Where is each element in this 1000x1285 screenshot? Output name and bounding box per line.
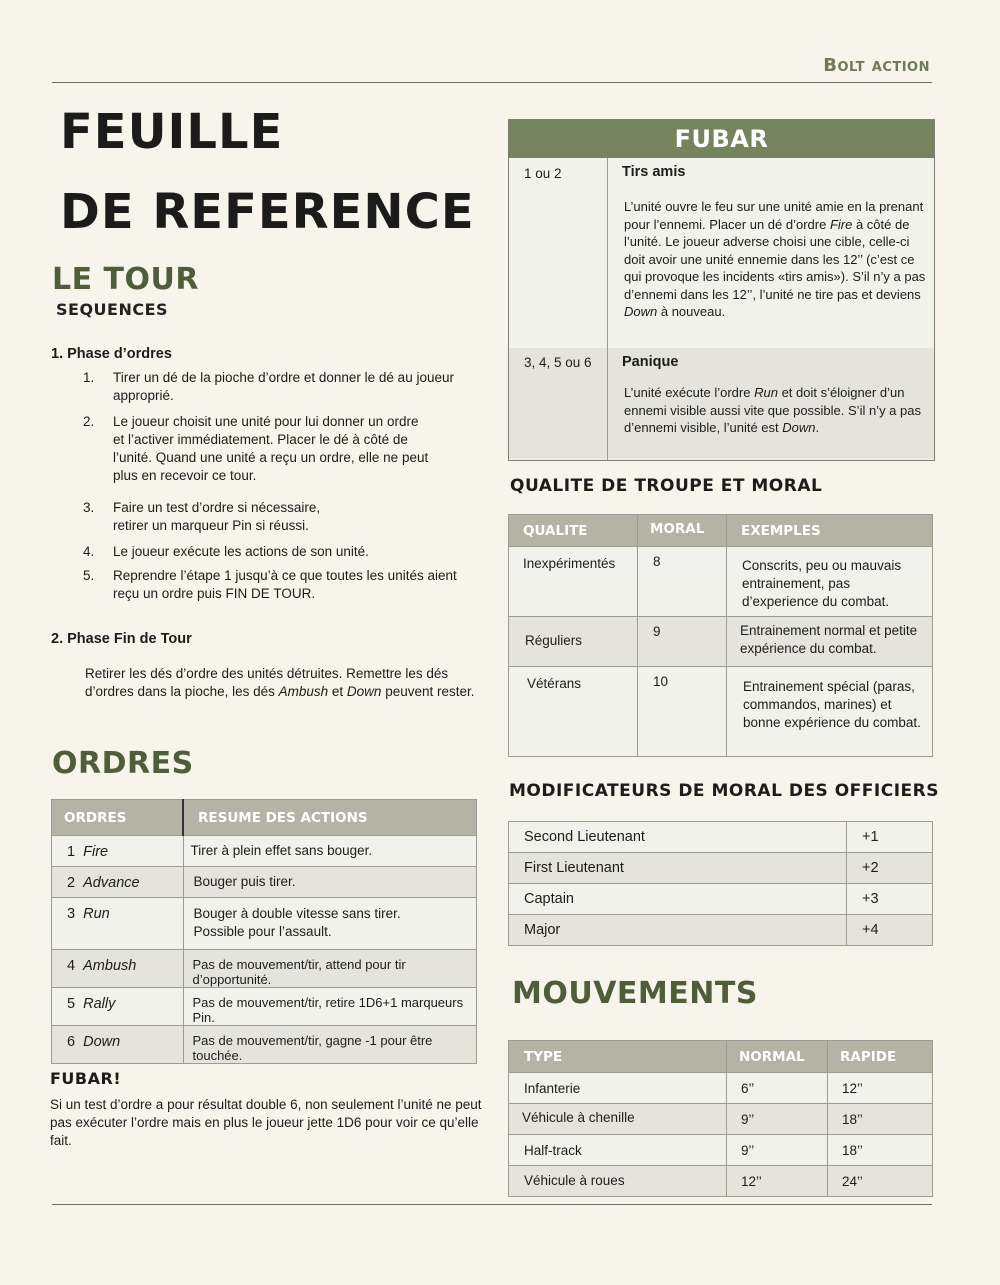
officiers-table	[508, 821, 933, 946]
table-row	[509, 1166, 933, 1197]
step-number: 4.	[83, 544, 95, 559]
phase2-text	[85, 665, 490, 701]
move-rapide-cell: 12’’	[828, 1073, 933, 1104]
table-row	[52, 898, 477, 950]
step-number: 1.	[83, 370, 95, 385]
step-text: Le joueur exécute les actions de son unité.	[113, 544, 369, 559]
table-row	[509, 853, 933, 884]
order-number: 1	[67, 844, 76, 860]
table-header-row	[52, 800, 477, 836]
tour-section-title: LE TOUR	[52, 262, 199, 297]
move-type-cell: Half-track	[509, 1135, 727, 1166]
order-name: Down	[83, 1034, 121, 1050]
order-name-cell	[52, 898, 184, 950]
moral-cell: 8	[638, 547, 727, 617]
order-number: 4	[67, 958, 76, 974]
order-name: Fire	[83, 844, 109, 860]
order-desc: Bouger à double vitesse sans tirer. Possible pour l’assault.	[183, 898, 477, 950]
page-title-line2: DE REFERENCE	[60, 184, 475, 240]
quality-cell: Réguliers	[509, 617, 638, 667]
top-rule	[52, 82, 932, 83]
qualite-section-title: QUALITE DE TROUPE ET MORAL	[510, 476, 823, 496]
order-number: 2	[67, 875, 76, 891]
modifier-cell: +3	[847, 884, 933, 915]
column-header: MORAL	[638, 515, 727, 547]
table-row	[509, 547, 933, 617]
fubar-roll: 1 ou 2	[524, 166, 562, 181]
fubar-text-part: L’unité ouvre le feu sur une unité amie en la prenant pour l’ennemi. Placer un dé d’ordre	[624, 199, 924, 232]
modifier-cell: +4	[847, 915, 933, 946]
order-desc: Tirer à plein effet sans bouger.	[183, 836, 477, 867]
rank-cell: Second Lieutenant	[509, 822, 847, 853]
ordres-section-title: ORDRES	[52, 746, 194, 781]
order-desc: Pas de mouvement/tir, gagne -1 pour être touchée.	[183, 1026, 477, 1064]
step-text: Reprendre l’étape 1 jusqu’à ce que toutes les unités aient reçu un ordre puis FIN DE TOUR.	[113, 568, 457, 601]
fubar-table-title: FUBAR	[509, 120, 934, 158]
order-desc: Pas de mouvement/tir, attend pour tir d’opportunité.	[183, 950, 477, 988]
move-normal-cell: 9’’	[727, 1104, 828, 1135]
phase2-text-part: peuvent rester.	[381, 684, 475, 699]
ordres-table	[51, 799, 477, 1064]
fubar-text-part: à côté de l’unité. Le joueur adverse choisi une cible, celle-ci doit avoir une unité ennemie dans les 12’’ (c’est ce qui provoque les incidents «tirs amis»). S’il n’y a pas d’ennemi dans les 12’’, l’unité ne tire pas et deviens	[624, 216, 926, 302]
fubar-note-title: FUBAR!	[50, 1069, 122, 1088]
rank-cell: First Lieutenant	[509, 853, 847, 884]
fubar-text-part: L’unité exécute l’ordre	[624, 385, 755, 400]
table-row	[52, 950, 477, 988]
table-row	[52, 867, 477, 898]
fubar-text-down: Down	[782, 420, 816, 435]
table-row	[509, 1073, 933, 1104]
page-title-line1: FEUILLE	[60, 104, 284, 160]
order-number: 5	[67, 996, 76, 1012]
fubar-result-text	[624, 198, 929, 321]
qualite-table	[508, 514, 933, 757]
order-name-cell	[52, 1026, 184, 1064]
mouvements-section-title: MOUVEMENTS	[512, 976, 758, 1011]
move-type-cell: Infanterie	[509, 1073, 727, 1104]
column-header: TYPE	[509, 1041, 727, 1073]
table-row	[509, 1135, 933, 1166]
column-header: EXEMPLES	[727, 515, 933, 547]
fubar-text-part: à nouveau.	[657, 304, 726, 319]
table-row	[509, 884, 933, 915]
table-row	[509, 822, 933, 853]
phase2-text-down: Down	[346, 684, 382, 699]
modifier-cell: +1	[847, 822, 933, 853]
order-number: 6	[67, 1034, 76, 1050]
fubar-text-run: Run	[754, 385, 778, 400]
fubar-text-down: Down	[624, 304, 658, 319]
step-text: Tirer un dé de la pioche d’ordre et donner le dé au joueur approprié.	[113, 370, 454, 403]
column-header: RAPIDE	[828, 1041, 933, 1073]
examples-cell: Entrainement spécial (paras, commandos, marines) et bonne expérience du combat.	[727, 667, 933, 757]
order-name: Run	[83, 906, 110, 922]
examples-cell: Conscrits, peu ou mauvais entrainement, pas d’experience du combat.	[727, 547, 933, 617]
fubar-result-title: Panique	[622, 354, 679, 370]
move-type-cell: Véhicule à roues	[509, 1166, 727, 1197]
order-desc: Pas de mouvement/tir, retire 1D6+1 marqueurs Pin.	[183, 988, 477, 1026]
move-rapide-cell: 18’’	[828, 1104, 933, 1135]
step-number: 3.	[83, 500, 95, 515]
phase2-title: 2. Phase Fin de Tour	[51, 631, 192, 647]
mouvements-table	[508, 1040, 933, 1197]
move-normal-cell: 9’’	[727, 1135, 828, 1166]
rank-cell: Major	[509, 915, 847, 946]
fubar-divider	[607, 158, 608, 460]
fubar-result-title: Tirs amis	[622, 164, 686, 180]
bottom-rule	[52, 1204, 932, 1205]
phase1-step	[83, 413, 463, 485]
modifier-cell: +2	[847, 853, 933, 884]
brand-logo-text: Bolt action	[823, 55, 930, 76]
order-name: Advance	[83, 875, 140, 891]
moral-cell: 10	[638, 667, 727, 757]
phase1-step	[83, 499, 463, 535]
phase1-step	[83, 543, 463, 561]
fubar-roll: 3, 4, 5 ou 6	[524, 355, 592, 370]
fubar-text-fire: Fire	[829, 216, 853, 232]
phase2-text-part: et	[328, 684, 347, 699]
order-name-cell	[52, 867, 184, 898]
column-header: RESUME DES ACTIONS	[183, 800, 477, 836]
fubar-table	[508, 119, 935, 461]
table-row	[52, 988, 477, 1026]
order-name-cell	[52, 950, 184, 988]
table-row	[509, 667, 933, 757]
fubar-note-text: Si un test d’ordre a pour résultat double 6, non seulement l’unité ne peut pas exécuter l’ordre mais en plus le joueur jette 1D6 pour voir ce qu’elle fait.	[50, 1097, 482, 1148]
table-row	[509, 617, 933, 667]
column-header: ORDRES	[52, 800, 184, 836]
phase1-step	[83, 567, 483, 603]
order-number: 3	[67, 906, 76, 922]
column-header: QUALITE	[509, 515, 638, 547]
fubar-row	[509, 158, 934, 348]
rank-cell: Captain	[509, 884, 847, 915]
step-text: Le joueur choisit une unité pour lui donner un ordre et l’activer immédiatement. Placer le dé à côté de l’unité. Quand une unité a reçu un ordre, elle ne peut plus en recevoir ce tour.	[113, 414, 429, 483]
table-header-row	[509, 515, 933, 547]
column-header: NORMAL	[727, 1041, 828, 1073]
move-normal-cell: 6’’	[727, 1073, 828, 1104]
order-desc: Bouger puis tirer.	[183, 867, 477, 898]
move-type-cell: Véhicule à chenille	[509, 1104, 727, 1135]
move-rapide-cell: 18’’	[828, 1135, 933, 1166]
examples-cell: Entrainement normal et petite expérience du combat.	[727, 617, 933, 667]
phase1-title: 1. Phase d’ordres	[51, 346, 172, 362]
table-row	[52, 836, 477, 867]
table-row	[509, 915, 933, 946]
fubar-text-part: et doit s’éloigner d’un ennemi visible aussi vite que possible. S’il n’y a pas d’ennemi visible, l’unité est	[624, 385, 921, 435]
quality-cell: Inexpérimentés	[509, 547, 638, 617]
order-name-cell	[52, 836, 184, 867]
fubar-text-part: .	[815, 420, 820, 435]
fubar-result-text	[624, 384, 924, 437]
move-normal-cell: 12’’	[727, 1166, 828, 1197]
officiers-section-title: MODIFICATEURS DE MORAL DES OFFICIERS	[509, 781, 939, 801]
table-row	[509, 1104, 933, 1135]
phase2-text-part: Retirer les dés d’ordre des unités détruites. Remettre les dés d’ordres dans la pioche, les dés	[85, 666, 449, 699]
table-header-row	[509, 1041, 933, 1073]
phase1-step	[83, 369, 463, 405]
order-name: Rally	[83, 996, 116, 1012]
step-number: 2.	[83, 414, 95, 429]
moral-cell: 9	[638, 617, 727, 667]
table-row	[52, 1026, 477, 1064]
quality-cell: Vétérans	[509, 667, 638, 757]
order-name: Ambush	[83, 958, 137, 974]
step-text: Faire un test d’ordre si nécessaire, retirer un marqueur Pin si réussi.	[113, 500, 321, 533]
step-number: 5.	[83, 568, 95, 583]
phase2-text-ambush: Ambush	[278, 684, 329, 699]
order-name-cell	[52, 988, 184, 1026]
fubar-row	[509, 348, 934, 459]
tour-section-subtitle: SEQUENCES	[56, 300, 169, 319]
move-rapide-cell: 24’’	[828, 1166, 933, 1197]
